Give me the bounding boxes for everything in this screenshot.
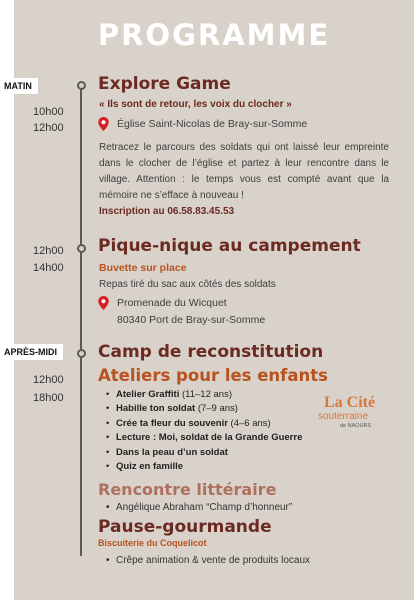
event2-location-line1: Promenade du Wicquet (117, 297, 227, 309)
morning-label: MATIN (0, 78, 38, 94)
timeline-dot-noon (77, 244, 86, 253)
meeting-title: Rencontre littéraire (98, 480, 277, 499)
meeting-list (106, 501, 292, 515)
timeline-line (80, 86, 82, 556)
workshops-list (106, 388, 302, 474)
list-item: • Quiz en famille (106, 460, 302, 474)
snack-subtitle: Biscuiterie du Coquelicot (98, 538, 207, 548)
workshops-title: Ateliers pour les enfants (98, 366, 328, 385)
location-pin-icon (98, 296, 109, 310)
event1-contact: Inscription au 06.58.83.45.53 (99, 206, 235, 217)
event1-location: Église Saint-Nicolas de Bray-sur-Somme (117, 118, 308, 130)
list-item: • Lecture : Moi, soldat de la Grande Guerre (106, 431, 302, 445)
event1-title: Explore Game (98, 74, 231, 94)
list-item: • Crêpe animation & vente de produits locaux (106, 554, 310, 568)
event2-start-time: 12h00 (33, 245, 64, 257)
event3-start-time: 12h00 (33, 374, 64, 386)
event2-location-line2: 80340 Port de Bray-sur-Somme (117, 314, 266, 326)
list-item: • Angélique Abraham “Champ d’honneur” (106, 501, 292, 515)
afternoon-label: APRÈS-MIDI (0, 344, 63, 360)
event2-subtitle: Buvette sur place (99, 262, 187, 274)
list-item: • Crée ta fleur du souvenir (4–6 ans) (106, 417, 302, 431)
event2-title: Pique-nique au campement (98, 236, 361, 256)
logo-line2: souterraine (318, 411, 369, 422)
logo-line3: de NAOURS (340, 423, 372, 429)
event3-title: Camp de reconstitution (98, 342, 324, 362)
cite-souterraine-logo (314, 395, 378, 437)
event1-subtitle: « Ils sont de retour, les voix du clocher » (99, 99, 292, 110)
list-item: • Dans la peau d’un soldat (106, 446, 302, 460)
event1-description: Retracez le parcours des soldats qui ont laissé leur empreinte dans le clocher de l’église et partez à leur rencontre dans le village. Attention : le temps vous est compté avant que la mémoire ne s’efface à nouveau ! (99, 142, 389, 201)
list-item: • Atelier Graffiti (11–12 ans) (106, 388, 302, 402)
snack-title: Pause-gourmande (98, 517, 272, 537)
page-title: PROGRAMME (97, 18, 331, 52)
event2-description: Repas tiré du sac aux côtés des soldats (99, 279, 276, 290)
logo-line1: La Cité (324, 394, 376, 411)
timeline-dot-afternoon (77, 349, 86, 358)
event3-end-time: 18h00 (33, 392, 64, 404)
event2-end-time: 14h00 (33, 262, 64, 274)
snack-list (106, 554, 310, 568)
event1-start-time: 10h00 (33, 106, 64, 118)
location-pin-icon (98, 117, 109, 131)
event1-end-time: 12h00 (33, 122, 64, 134)
timeline-dot-morning (77, 81, 86, 90)
list-item: • Habille ton soldat (7–9 ans) (106, 402, 302, 416)
